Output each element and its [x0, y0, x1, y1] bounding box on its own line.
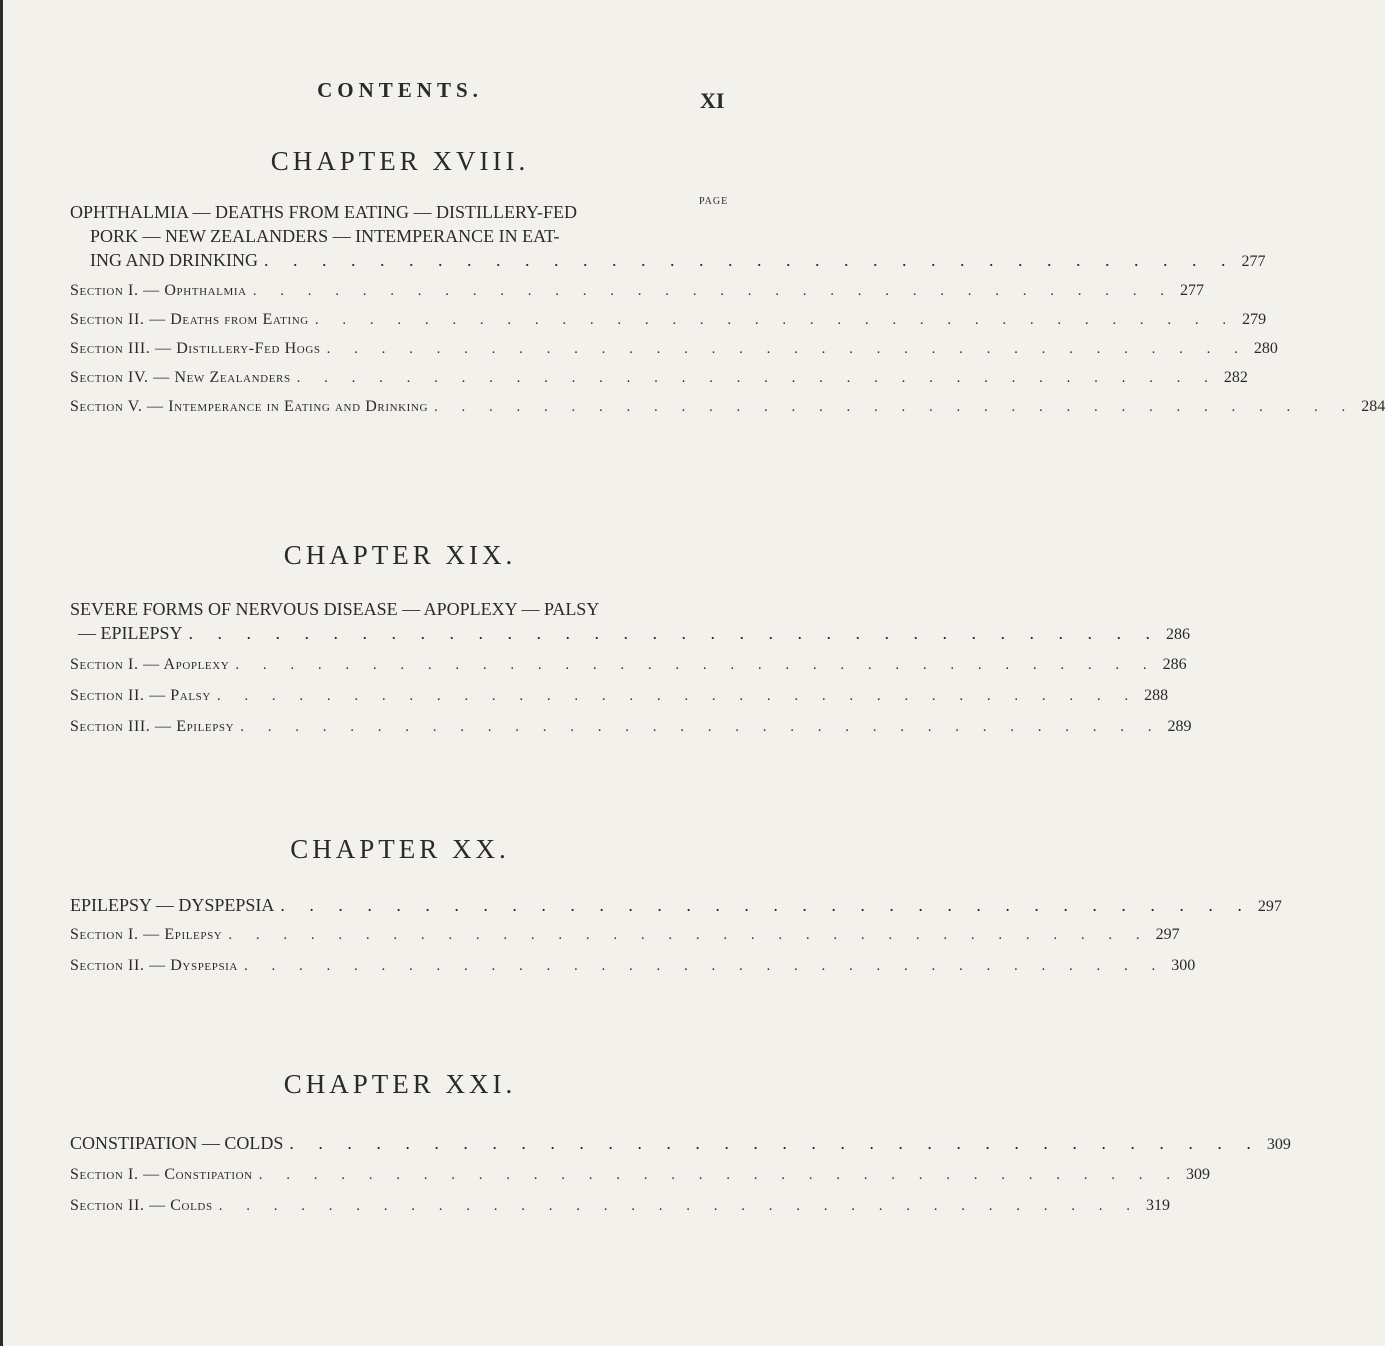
toc-entry[interactable] — [70, 656, 1187, 682]
running-title: CONTENTS. — [317, 78, 483, 102]
dot-leader: . . . . . . . . . . . . . . . . . . . . . . . . . . . . . . . . . . — [326, 341, 1248, 357]
toc-entry[interactable] — [70, 282, 1204, 308]
toc-entry[interactable] — [70, 311, 1267, 337]
dot-leader: . . . . . . . . . . . . . . . . . . . . . . . . . . . . . . . . . . — [296, 370, 1218, 386]
page-ref: 289 — [1167, 718, 1192, 735]
page-ref: 282 — [1223, 369, 1248, 386]
page-ref: 319 — [1145, 1197, 1170, 1214]
dot-leader: . . . . . . . . . . . . . . . . . . . . . . . . . . . . . . . . . . — [264, 250, 1236, 270]
section-label: Section V. — Intemperance in Eating and Drinking — [70, 398, 429, 415]
toc-entry[interactable] — [70, 926, 1180, 952]
dot-leader: . . . . . . . . . . . . . . . . . . . . . . . . . . . . . . . . . . — [188, 623, 1161, 643]
section-label: Section III. — Distillery-Fed Hogs — [70, 340, 321, 357]
page-column-label: PAGE — [699, 196, 729, 207]
page-ref: 286 — [1162, 656, 1187, 673]
toc-entry[interactable] — [70, 369, 1248, 395]
chapter-summary — [70, 200, 680, 248]
dot-leader: . . . . . . . . . . . . . . . . . . . . . . . . . . . . . . . . . . — [258, 1167, 1180, 1183]
dot-leader: . . . . . . . . . . . . . . . . . . . . . . . . . . . . . . . . . . — [314, 312, 1237, 328]
section-label: Section IV. — New Zealanders — [70, 369, 291, 386]
summary-line: CONSTIPATION — COLDS — [70, 1133, 284, 1153]
page-ref: 286 — [1166, 626, 1191, 643]
toc-entry[interactable] — [70, 1166, 1210, 1192]
page-ref: 309 — [1185, 1166, 1210, 1183]
section-label: Section II. — Colds — [70, 1197, 213, 1214]
section-label: Section I. — Apoplexy — [70, 656, 230, 673]
page-ref: 277 — [1241, 253, 1266, 270]
page-ref: 280 — [1253, 340, 1278, 357]
section-label: Section II. — Palsy — [70, 687, 211, 704]
summary-line: SEVERE FORMS OF NERVOUS DISEASE — APOPLEXY — PALSY — [70, 599, 600, 619]
dot-leader: . . . . . . . . . . . . . . . . . . . . . . . . . . . . . . . . . . — [289, 1133, 1261, 1153]
page-ref: 277 — [1179, 282, 1204, 299]
chapter-summary — [70, 597, 730, 621]
page-ref: 279 — [1242, 311, 1267, 328]
toc-entry[interactable] — [70, 623, 1191, 649]
dot-leader: . . . . . . . . . . . . . . . . . . . . . . . . . . . . . . . . . . — [235, 657, 1157, 673]
chapter-title: CHAPTER XX. — [290, 834, 510, 864]
dot-leader: . . . . . . . . . . . . . . . . . . . . . . . . . . . . . . . . . . — [252, 283, 1174, 299]
section-label: Section II. — Dyspepsia — [70, 957, 238, 974]
dot-leader: . . . . . . . . . . . . . . . . . . . . . . . . . . . . . . . . . . — [228, 927, 1150, 943]
dot-leader: . . . . . . . . . . . . . . . . . . . . . . . . . . . . . . . . . . — [216, 688, 1139, 704]
section-label: Section I. — Constipation — [70, 1166, 253, 1183]
section-label: Section III. — Epilepsy — [70, 718, 235, 735]
section-label: Section I. — Ophthalmia — [70, 282, 247, 299]
dot-leader: . . . . . . . . . . . . . . . . . . . . . . . . . . . . . . . . . . — [280, 895, 1252, 915]
toc-entry[interactable] — [70, 398, 1385, 424]
summary-line: PORK — NEW ZEALANDERS — INTEMPERANCE IN EAT- — [90, 226, 560, 246]
page-edge-shadow — [0, 0, 3, 1346]
dot-leader: . . . . . . . . . . . . . . . . . . . . . . . . . . . . . . . . . . — [218, 1198, 1140, 1214]
page-ref: 297 — [1257, 898, 1282, 915]
page-ref: 297 — [1155, 926, 1180, 943]
toc-entry[interactable] — [70, 718, 1192, 744]
page-number: XI — [700, 88, 725, 113]
dot-leader: . . . . . . . . . . . . . . . . . . . . . . . . . . . . . . . . . . — [434, 399, 1356, 415]
toc-entry[interactable] — [70, 340, 1278, 366]
toc-entry[interactable] — [70, 250, 1266, 276]
page-ref: 284 — [1361, 398, 1385, 415]
toc-entry[interactable] — [70, 957, 1196, 983]
chapter-title: CHAPTER XIX. — [283, 540, 517, 570]
toc-entry[interactable] — [70, 1133, 1291, 1159]
page-ref: 309 — [1266, 1136, 1291, 1153]
summary-line: ING AND DRINKING — [90, 250, 258, 270]
page-ref: 288 — [1144, 687, 1169, 704]
dot-leader: . . . . . . . . . . . . . . . . . . . . . . . . . . . . . . . . . . — [243, 958, 1166, 974]
toc-entry[interactable] — [70, 1197, 1170, 1223]
section-label: Section I. — Epilepsy — [70, 926, 223, 943]
summary-line: — EPILEPSY — [78, 623, 183, 643]
toc-entry[interactable] — [70, 895, 1282, 921]
toc-entry[interactable] — [70, 687, 1169, 713]
section-label: Section II. — Deaths from Eating — [70, 311, 309, 328]
dot-leader: . . . . . . . . . . . . . . . . . . . . . . . . . . . . . . . . . . — [240, 719, 1162, 735]
summary-line: OPHTHALMIA — DEATHS FROM EATING — DISTILLERY-FED — [70, 202, 578, 222]
summary-line: EPILEPSY — DYSPEPSIA — [70, 895, 275, 915]
chapter-title: CHAPTER XXI. — [283, 1069, 517, 1099]
chapter-title: CHAPTER XVIII. — [270, 146, 530, 176]
page-ref: 300 — [1171, 957, 1196, 974]
